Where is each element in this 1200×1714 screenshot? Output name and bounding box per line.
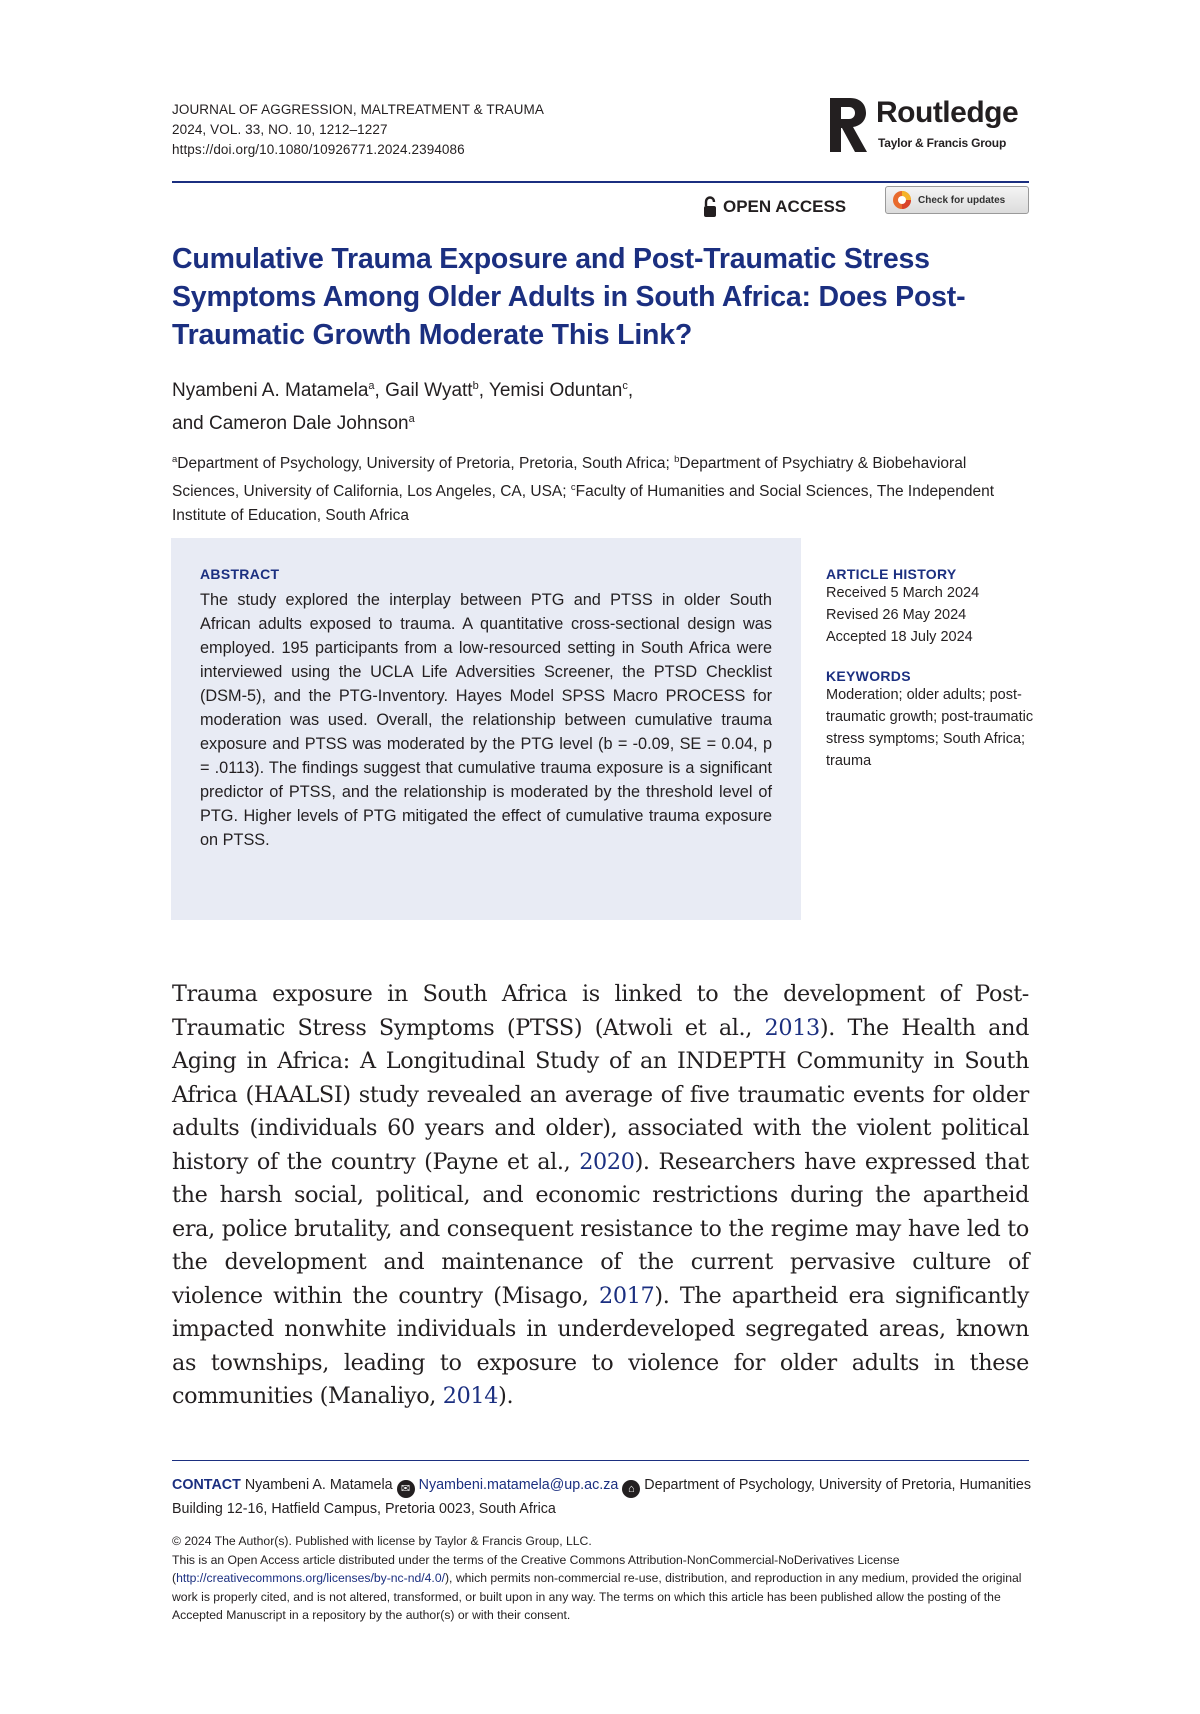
citation-link[interactable]: 2014 [442,1383,499,1409]
journal-doi[interactable]: https://doi.org/10.1080/10926771.2024.2394086 [172,142,465,157]
affil-sup: b [674,454,680,465]
crossmark-icon [892,190,912,210]
keywords-section [826,668,1036,772]
routledge-logo [826,96,1036,156]
contact-name: Nyambeni A. Matamela [244,1477,393,1493]
open-access-label: OPEN ACCESS [723,197,847,216]
journal-name: JOURNAL OF AGGRESSION, MALTREATMENT & TRAUMA [172,102,544,117]
body-paragraph [172,978,1029,1414]
contact-address: Department of Psychology, University of Pretoria, Humanities Building 12-16, Hatfield Campus, Pretoria 0023, South Africa [172,1477,1031,1517]
affil-sup: a [172,454,178,465]
affiliation: Faculty of Humanities and Social Sciences, The Independent Institute of Education, South Africa [172,483,995,524]
author-list: Nyambeni A. Matamela$^a$, Gail Wyatt$^b$, Yemisi Oduntan$^c$, and Cameron Dale Johnson$^a$ [172,380,634,434]
open-access-badge [703,194,846,220]
citation-link[interactable]: 2017 [599,1282,655,1309]
copyright-line: © 2024 The Author(s). Published with license by Taylor & Francis Group, LLC. [172,1534,592,1548]
history-accepted: Accepted 18 July 2024 [826,629,973,645]
journal-volume: 2024, VOL. 33, NO. 10, 1212–1227 [172,122,388,137]
license-notice [172,1532,1032,1625]
author-sup: c [622,380,628,392]
publisher-group: Taylor & Francis Group [878,136,1007,150]
affiliation: Department of Psychiatry & Biobehavioral Sciences, University of California, Los Angeles, CA, USA; [172,455,967,500]
open-lock-icon [703,196,717,218]
body-text: ). Researchers have expressed that the harsh social, political, and economic restrictions during the apartheid era, police brutality, and consequent resistance to the regime may have led to the development and maintenance of the current pervasive culture of violence within the country (Misago, [172,1148,1029,1309]
body-text: ). The apartheid era significantly impacted nonwhite individuals in underdeveloped segregated areas, known as townships, leading to exposure to violence for older adults in these communities (Manaliyo, [172,1282,1029,1409]
header-rule [172,181,1029,183]
author-name[interactable]: and Cameron Dale Johnson [172,413,409,434]
license-text-part: ), which permits non-commercial re-use, distribution, and reproduction in any medium, provided the original work is properly cited, and is not altered, transformed, or built upon in any way. The terms on which this article has been published allow the posting of the Accepted Manuscript in a repository by the author(s) or with their consent. [172,1571,1022,1622]
body-text: ). [498,1383,514,1409]
keywords-text: Moderation; older adults; post-traumatic growth; post-traumatic stress symptoms; South Africa; trauma [826,687,1034,769]
journal-header [172,100,544,160]
history-received: Received 5 March 2024 [826,585,980,601]
author-name[interactable]: Gail Wyatt [385,380,473,401]
license-text [172,1551,1032,1625]
publisher-brand: Routledge [876,96,1019,129]
contact-email[interactable]: Nyambeni.matamela@up.ac.za [418,1477,619,1493]
footer-rule [172,1460,1029,1461]
citation-link[interactable]: 2020 [579,1148,635,1175]
keywords-label: KEYWORDS [826,668,911,684]
history-label: ARTICLE HISTORY [826,566,957,582]
affil-sup: c [570,482,576,493]
contact-info [172,1474,1032,1520]
contact-label: CONTACT [172,1477,241,1493]
license-url[interactable]: http://creativecommons.org/licenses/by-nc-nd/4.0/ [176,1571,445,1585]
affiliation: Department of Psychology, University of Pretoria, Pretoria, South Africa; [177,455,670,472]
author-sup: b [472,380,479,392]
check-for-updates-label: Check for updates [918,194,1006,206]
citation-link[interactable]: 2013 [764,1014,820,1041]
history-revised: Revised 26 May 2024 [826,607,967,623]
author-sup: a [408,413,415,425]
affiliations [172,448,1032,528]
article-title: Cumulative Trauma Exposure and Post-Traumatic Stress Symptoms Among Older Adults in South Africa: Does Post-Traumatic Growth Moderate This Link? [172,243,966,351]
body-text: ). The Health and Aging in Africa: A Longitudinal Study of an INDEPTH Community in South Africa (HAALSI) study revealed an average of five traumatic events for older adults (individuals 60 years and older), associated with the violent political history of the country (Payne et al., [172,1014,1030,1175]
check-for-updates-button[interactable] [885,186,1029,214]
author-name[interactable]: Yemisi Oduntan [488,380,623,401]
routledge-r-icon [826,96,870,154]
abstract-label: ABSTRACT [200,566,280,582]
author-name[interactable]: Nyambeni A. Matamela [172,380,369,401]
author-sup: a [368,380,375,392]
license-text-part: This is an Open Access article distributed under the terms of the Creative Commons Attribution-NonCommercial-NoDerivatives License ( [172,1552,900,1585]
address-icon: ⌂ [622,1480,640,1498]
body-text: Trauma exposure in South Africa is linked to the development of Post-Traumatic Stress Symptoms (PTSS) (Atwoli et al., [172,981,1029,1041]
article-history [826,566,1036,648]
email-icon: ✉ [397,1480,415,1498]
abstract-text: The study explored the interplay between PTG and PTSS in older South African adults exposed to trauma. A quantitative cross-sectional design was employed. 195 participants from a low-resourced setting in South Africa were interviewed using the UCLA Life Adversities Screener, the PTSD Checklist (DSM-5), and the PTG-Inventory. Hayes Model SPSS Macro PROCESS for moderation was used. Overall, the relationship between cumulative trauma exposure and PTSS was moderated by the PTG level (b = -0.09, SE = 0.04, p = .0113). The findings suggest that cumulative trauma exposure is a significant predictor of PTSS, and the relationship is moderated by the threshold level of PTG. Higher levels of PTG mitigated the effect of cumulative trauma exposure on PTSS. [200,591,772,849]
